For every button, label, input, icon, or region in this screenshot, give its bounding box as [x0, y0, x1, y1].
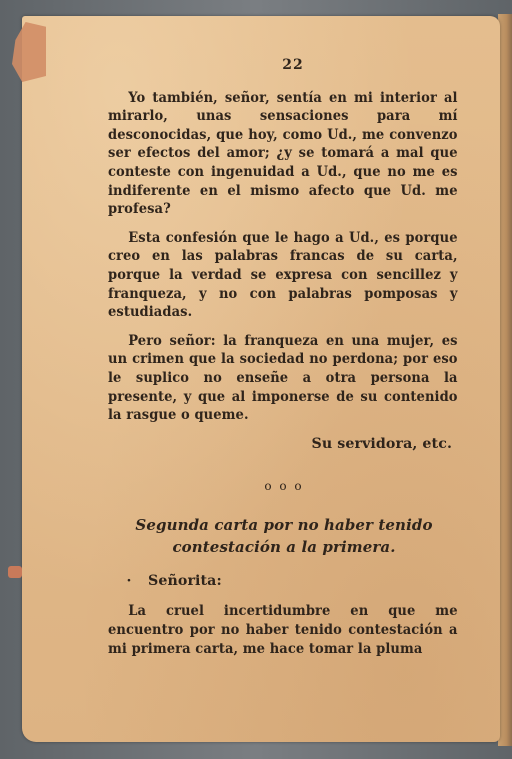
page-content: [108, 56, 460, 668]
paragraph-2: Esta confesión que le hago a Ud., es porque creo en las palabras francas de su carta, porque la verdad se expresa con sencillez y franqueza, y no con palabras pomposas y estudiadas.: [108, 229, 458, 321]
section-title-line-2: contestación a la primera.: [172, 537, 396, 556]
signature: Su servidora, etc.: [311, 435, 452, 452]
section-title-line-1: Segunda carta por no haber tenido: [135, 515, 433, 534]
page-number: 22: [282, 57, 304, 73]
torn-paper-corner: [12, 22, 46, 82]
paragraph-1: Yo también, señor, sentía en mi interior al mirarlo, unas sensaciones para mí desconocidas, que hoy, como Ud., me convenzo ser efectos del amor; ¿y se tomará a mal que conteste con ingenuidad a Ud., que no me es indiferente en el mismo afecto que Ud. me profesa?: [108, 89, 458, 218]
final-paragraph: La cruel incertidumbre en que me encuentro por no haber tenido contestación a mi primera carta, me hace tomar la pluma: [108, 603, 458, 657]
bullet-mark: ·: [126, 572, 132, 589]
section-title: [108, 514, 460, 558]
torn-paper-mark: [8, 566, 22, 578]
salutation: [126, 572, 460, 591]
paragraph-3: Pero señor: la franqueza en una mujer, es un crimen que la sociedad no perdona; por eso le suplico no enseñe a otra persona la presente, y que al imponerse de su contenido la rasgue o queme.: [108, 332, 458, 424]
salutation-text: Señorita:: [148, 572, 222, 589]
ornament-divider: o o o: [264, 479, 304, 494]
page-edge: [498, 14, 512, 746]
